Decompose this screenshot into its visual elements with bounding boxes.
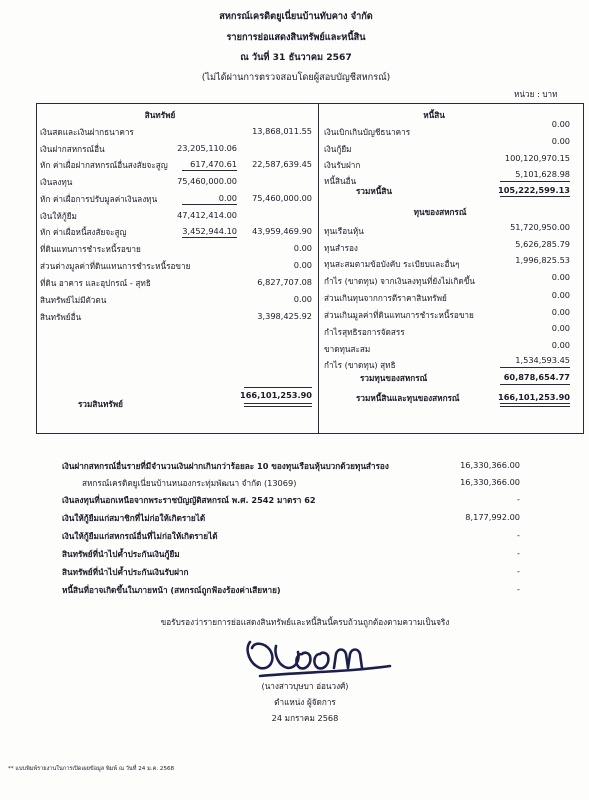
signature-date: 24 มกราคม 2568: [271, 713, 339, 723]
note-label: หนี้สินที่อาจเกิดขึ้นในภายหน้า (สหกรณ์ถูกฟ้องร้องค่าเสียหาย): [62, 585, 281, 595]
equity-row-value: 0.00: [551, 272, 570, 282]
footer-note: ** แบบพิมพ์รายงานในการเปิดเผยข้อมูล พิมพ์ ณ วันที่ 24 ม.ค. 2568: [8, 766, 175, 772]
equity-row-value: 1,996,825.53: [515, 255, 570, 265]
asset-row-amount: 47,412,414.00: [177, 210, 237, 220]
equity-row-label: ส่วนเกินมูลค่าที่ดินแทนการชำระหนี้รอขาย: [324, 310, 474, 320]
unit-label: หน่วย : บาท: [514, 89, 558, 99]
equity-row-label: ทุนสำรอง: [324, 243, 358, 253]
asset-row-net-amount: 0.00: [293, 243, 312, 253]
asset-row-net-amount: 6,827,707.08: [257, 277, 312, 287]
handwritten-signature: [240, 624, 400, 682]
equity-row-label: กำไรสุทธิรอการจัดสรร: [324, 327, 405, 337]
total-liabilities-value: 105,222,599.13: [498, 185, 570, 195]
table-top-border: [36, 103, 583, 104]
note-value: -: [517, 584, 520, 594]
equity-subtotal-rule: [500, 367, 570, 368]
equity-row-value: 51,720,950.00: [510, 222, 570, 232]
subtotal-rule: [182, 204, 237, 205]
asset-row-label: เงินสดและเงินฝากธนาคาร: [40, 127, 134, 137]
note-label: สินทรัพย์ที่นำไปค้ำประกันเงินกู้ยืม: [62, 549, 180, 559]
equity-heading: ทุนของสหกรณ์: [413, 207, 467, 217]
equity-total-rule: [500, 384, 570, 385]
liability-row-label: หนี้สินอื่น: [324, 176, 357, 186]
equity-row-value: 1,534,593.45: [515, 355, 570, 365]
note-label: สินทรัพย์ที่นำไปค้ำประกันเงินรับฝาก: [62, 567, 189, 577]
asset-row-amount: 3,452,944.10: [182, 226, 237, 236]
asset-row-net-amount: 22,587,639.45: [252, 159, 312, 169]
asset-row-label: ที่ดิน อาคาร และอุปกรณ์ - สุทธิ: [40, 278, 151, 288]
grand-total-label: รวมหนี้สินและทุนของสหกรณ์: [356, 393, 460, 403]
total-liabilities-label: รวมหนี้สิน: [356, 186, 392, 196]
equity-row-label: ทุนเรือนหุ้น: [324, 226, 364, 236]
asset-row-net-amount: 0.00: [293, 260, 312, 270]
asset-row-label: สินทรัพย์ไม่มีตัวตน: [40, 295, 107, 305]
signer-position: ตำแหน่ง ผู้จัดการ: [274, 697, 336, 707]
liability-row-value: 100,120,970.15: [504, 153, 570, 163]
grand-total-value: 166,101,253.90: [498, 392, 570, 402]
note-label: เงินให้กู้ยืมแก่สมาชิกที่ไม่ก่อให้เกิดรายได้: [62, 513, 206, 523]
note-label: เงินให้กู้ยืมแก่สหกรณ์อื่นที่ไม่ก่อให้เกิดรายได้: [62, 531, 218, 541]
asset-row-label: ส่วนต่างมูลค่าที่ดินแทนการชำระหนี้รอขาย: [40, 261, 191, 271]
note-label: สหกรณ์เครดิตยูเนี่ยนบ้านหนองกระทุ่มพัฒนา จำกัด (13069): [82, 478, 297, 488]
audit-note: (ไม่ได้ผ่านการตรวจสอบโดยผู้สอบบัญชีสหกรณ์): [201, 72, 391, 83]
equity-row-label: ทุนสะสมตามข้อบังคับ ระเบียบและอื่นๆ: [324, 259, 460, 269]
asset-row-amount: 0.00: [218, 193, 237, 203]
asset-row-net-amount: 75,460,000.00: [252, 193, 312, 203]
note-value: -: [517, 566, 520, 576]
note-value: 8,177,992.00: [465, 512, 520, 522]
liability-row-value: 5,101,628.98: [515, 169, 570, 179]
table-divider: [318, 103, 319, 433]
liability-row-label: เงินรับฝาก: [324, 160, 361, 170]
assets-heading: สินทรัพย์: [144, 110, 176, 120]
asset-row-net-amount: 43,959,469.90: [252, 226, 312, 236]
asset-row-amount: 617,470.61: [190, 159, 237, 169]
asset-row-label: หัก ค่าเผื่อหนี้สงสัยจะสูญ: [40, 227, 127, 237]
asset-row-net-amount: 0.00: [293, 294, 312, 304]
note-value: 16,330,366.00: [460, 477, 520, 487]
document-date: ณ วันที่ 31 ธันวาคม 2567: [240, 52, 352, 63]
total-equity-value: 60,878,654.77: [503, 372, 570, 382]
subtotal-rule: [182, 237, 237, 238]
table-right-border: [583, 103, 584, 433]
total-equity-label: รวมทุนของสหกรณ์: [360, 373, 428, 383]
asset-row-label: หัก ค่าเผื่อการปรับมูลค่าเงินลงทุน: [40, 194, 158, 204]
org-name: สหกรณ์เครดิตยูเนี่ยนบ้านทับคาง จำกัด: [219, 11, 373, 22]
note-value: 16,330,366.00: [460, 460, 520, 470]
asset-row-net-amount: 3,398,425.92: [257, 311, 312, 321]
note-label: เงินฝากสหกรณ์อื่นรายที่มีจำนวนเงินฝากเกินกว่าร้อยละ 10 ของทุนเรือนหุ้นบวกด้วยทุนสำรอง: [62, 461, 389, 471]
liability-row-label: เงินเบิกเกินบัญชีธนาคาร: [324, 127, 411, 137]
liability-row-value: 0.00: [551, 136, 570, 146]
note-value: -: [517, 494, 520, 504]
liabilities-heading: หนี้สิน: [423, 110, 445, 120]
certification-text: ขอรับรองว่ารายการย่อแสดงสินทรัพย์และหนี้สินนี้ครบถ้วนถูกต้องตามความเป็นจริง: [160, 617, 450, 627]
equity-row-value: 0.00: [551, 307, 570, 317]
equity-row-label: ขาดทุนสะสม: [324, 344, 371, 354]
equity-row-label: กำไร (ขาดทุน) สุทธิ: [324, 360, 396, 370]
asset-row-label: เงินลงทุน: [40, 177, 73, 187]
asset-row-label: หัก ค่าเผื่อฝากสหกรณ์อื่นสงสัยจะสูญ: [40, 160, 168, 170]
note-value: -: [517, 548, 520, 558]
liability-row-value: 0.00: [551, 119, 570, 129]
equity-row-value: 5,626,285.79: [515, 239, 570, 249]
note-label: เงินลงทุนที่นอกเหนือจากพระราชบัญญัติสหกรณ์ พ.ศ. 2542 มาตรา 62: [62, 495, 316, 505]
table-left-border: [36, 103, 37, 433]
signer-name: (นางสาวบุษบา อ่อนวงศ์): [261, 681, 349, 691]
equity-row-value: 0.00: [551, 290, 570, 300]
asset-row-label: เงินฝากสหกรณ์อื่น: [40, 144, 105, 154]
asset-row-label: สินทรัพย์อื่น: [40, 312, 82, 322]
asset-row-amount: 23,205,110.06: [177, 143, 237, 153]
equity-row-label: กำไร (ขาดทุน) จากเงินลงทุนที่ยังไม่เกิดขึ้น: [324, 276, 475, 286]
table-bottom-border: [36, 433, 584, 434]
equity-row-value: 0.00: [551, 323, 570, 333]
asset-row-label: ที่ดินแทนการชำระหนี้รอขาย: [40, 244, 141, 254]
asset-row-amount: 75,460,000.00: [177, 176, 237, 186]
liability-row-label: เงินกู้ยืม: [324, 144, 352, 154]
equity-row-label: ส่วนเกินทุนจากการตีราคาสินทรัพย์: [324, 293, 447, 303]
total-assets-label: รวมสินทรัพย์: [78, 399, 123, 409]
document-title: รายการย่อแสดงสินทรัพย์และหนี้สิน: [226, 32, 366, 43]
subtotal-rule: [182, 170, 237, 171]
total-assets-top-rule: [244, 387, 312, 388]
liabilities-subtotal-rule: [500, 181, 570, 182]
total-assets-value: 166,101,253.90: [240, 390, 312, 400]
grand-total-double-rule: [500, 403, 570, 407]
total-assets-double-rule: [244, 403, 312, 407]
note-value: -: [517, 530, 520, 540]
asset-row-label: เงินให้กู้ยืม: [40, 211, 77, 221]
liabilities-total-rule: [500, 196, 570, 197]
equity-row-value: 0.00: [551, 340, 570, 350]
asset-row-net-amount: 13,868,011.55: [252, 126, 312, 136]
